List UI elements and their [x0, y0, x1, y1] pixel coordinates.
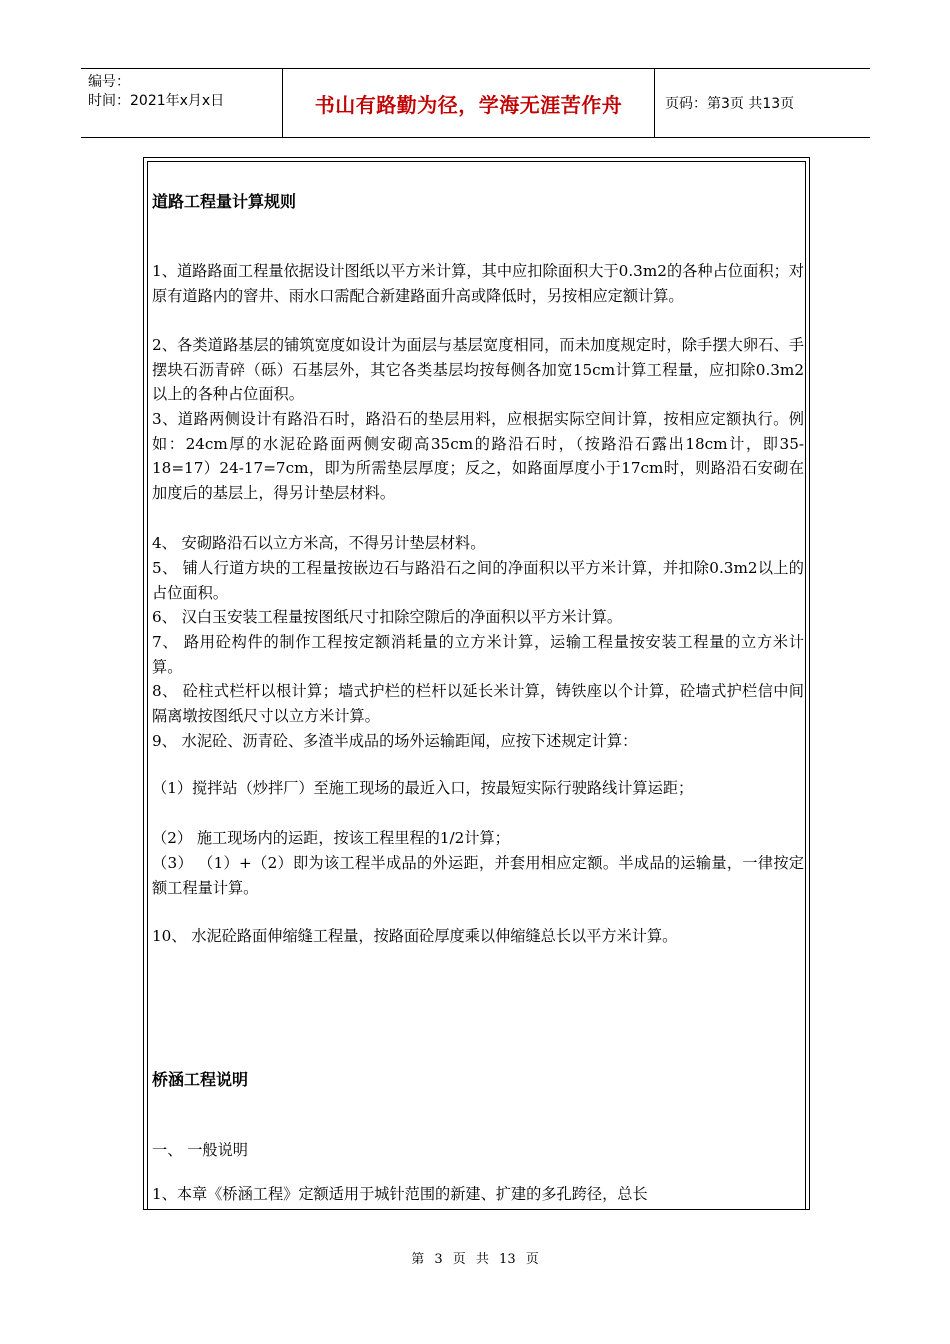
- subsection-general: 一、 一般说明: [152, 1141, 248, 1159]
- header-motto: 书山有路勤为径，学海无涯苦作舟: [314, 92, 623, 117]
- paragraph-4: 4、 安砌路沿石以立方米高，不得另计垫层材料。: [152, 534, 486, 552]
- paragraph-3: 3、道路两侧设计有路沿石时，路沿石的垫层用料，应根据实际空间计算，按相应定额执行。例如：24cm厚的水泥砼路面两侧安砌高35cm的路沿石时，（按路沿石露出18cm计，即35-18=17）24-17=7cm，即为所需垫层厚度；反之，如路面厚度小于17cm时，则路沿石安砌在加度后的基层上，得另计垫层材料。: [152, 410, 804, 502]
- paragraph-9: 9、 水泥砼、沥青砼、多渣半成品的场外运输距闻，应按下述规定计算：: [152, 732, 638, 750]
- doc-time-label: 时间：2021年x月x日: [88, 93, 225, 109]
- paragraph-8: 8、 砼柱式栏杆以根计算；墙式护栏的栏杆以延长米计算，铸铁座以个计算，砼墙式护栏信中间隔离墩按图纸尺寸以立方米计算。: [152, 682, 804, 725]
- paragraph-2: 2、各类道路基层的铺筑宽度如设计为面层与基层宽度相同，而未加度规定时，除手摆大卵石、手摆块石沥青碎（砾）石基层外，其它各类基层均按每侧各加宽15cm计算工程量，应扣除0.3m2以上的各种占位面积。: [152, 336, 804, 404]
- paragraph-1: 1、道路路面工程量依据设计图纸以平方米计算，其中应扣除面积大于0.3m2的各种占位面积；对原有道路内的窨井、雨水口需配合新建路面升高或降低时，另按相应定额计算。: [152, 262, 804, 305]
- section-heading-road: 道路工程量计算规则: [152, 192, 297, 211]
- paragraph-11: 1、本章《桥涵工程》定额适用于城针范围的新建、扩建的多孔跨径，总长: [152, 1185, 648, 1203]
- paragraph-6: 6、 汉白玉安装工程量按图纸尺寸扣除空隙后的净面积以平方米计算。: [152, 608, 623, 626]
- sub-item-3: （3） （1）+（2）即为该工程半成品的外运距，并套用相应定额。半成品的运输量，一律按定额工程量计算。: [152, 854, 804, 897]
- page-header: [81, 68, 870, 138]
- sub-item-1: （1）搅拌站（炒拌厂）至施工现场的最近入口，按最短实际行驶路线计算运距；: [152, 779, 694, 797]
- header-motto-cell: [282, 69, 655, 137]
- header-page-code: [655, 69, 870, 137]
- header-meta: [81, 69, 282, 137]
- footer-page-number: 第 3 页 共 13 页: [411, 1252, 539, 1267]
- paragraph-7: 7、 路用砼构件的制作工程按定额消耗量的立方米计算，运输工程量按安装工程量的立方米计算。: [152, 633, 804, 676]
- paragraph-10: 10、 水泥砼路面伸缩缝工程量，按路面砼厚度乘以伸缩缝总长以平方米计算。: [152, 927, 678, 945]
- sub-item-2: （2） 施工现场内的运距，按该工程里程的1/2计算；: [152, 829, 510, 847]
- doc-number-label: 编号：: [88, 74, 130, 90]
- page-footer: [0, 1248, 950, 1267]
- content-frame: [143, 157, 810, 1210]
- paragraph-5: 5、 铺人行道方块的工程量按嵌边石与路沿石之间的净面积以平方米计算，并扣除0.3m2以上的占位面积。: [152, 559, 804, 602]
- page-code-text: 页码：第3页 共13页: [665, 96, 795, 112]
- content-inner-frame: [147, 161, 806, 1209]
- section-heading-bridge: 桥涵工程说明: [152, 1070, 249, 1089]
